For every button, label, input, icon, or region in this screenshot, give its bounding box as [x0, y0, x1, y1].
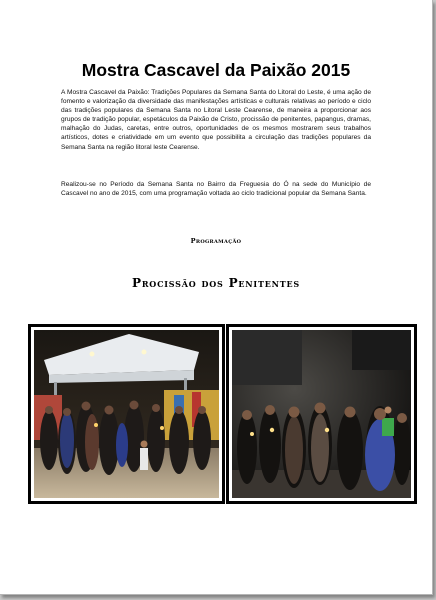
photo-frame-right [226, 324, 417, 504]
penitents-under-tent-photo [34, 330, 219, 498]
event-paragraph: Realizou-se no Período da Semana Santa no Bairro da Freguesia do Ó na sede do Município de Cascavel no ano de 2015, com uma programação voltada ao ciclo tradicional popular da Semana Santa. [61, 181, 371, 198]
photo-frame-left [28, 324, 225, 504]
programacao-label: Programação [190, 237, 242, 245]
document-title: Mostra Cascavel da Paixão 2015 [81, 60, 351, 80]
intro-paragraph: A Mostra Cascavel da Paixão: Tradições Populares da Semana Santa do Litoral do Leste, é uma ação de fomento e valorização da diversidade das manifestações artísticas e culturais relativas ao período e ciclo das tradições populares da Semana Santa no Litoral Leste Cearense, de maneira a proporcionar aos grupos de tradição popular, espetáculos da Paixão de Cristo, procissão de penitentes, papangus, dramas, malhação do Judas, caretas, entre outros, oportunidades de os mesmos mostrarem seus trabalhos artísticos, dotes e criatividade em um evento que possibilita a circulação das tradições populares da Semana Santa na região litoral leste Cearense. [61, 89, 371, 151]
penitents-night-procession-photo [232, 330, 411, 498]
procissao-heading: Procissão dos Penitentes [132, 276, 300, 290]
